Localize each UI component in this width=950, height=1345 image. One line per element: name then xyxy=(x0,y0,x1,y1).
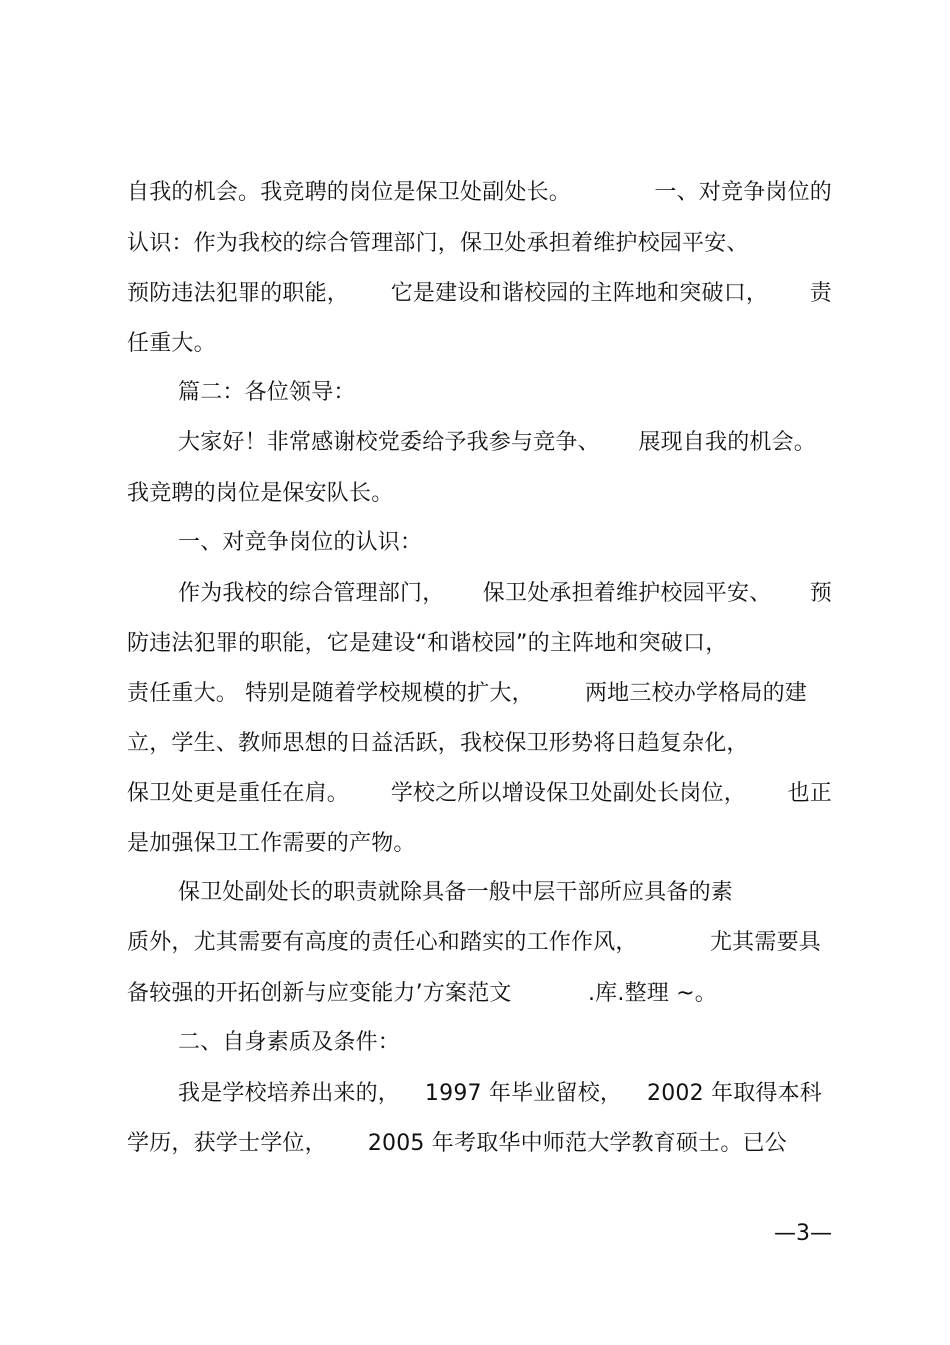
text-line-9 xyxy=(178,577,832,611)
text-segment: 防违法犯罪的职能，它是建设“和谐校园”的主阵地和突破口， xyxy=(127,631,728,656)
text-line-4 xyxy=(127,327,832,361)
text-segment: 预 xyxy=(809,581,832,606)
text-line-12 xyxy=(127,727,832,761)
text-line-13 xyxy=(127,777,832,811)
text-segment: 2002 年取得本科 xyxy=(647,1081,822,1106)
text-segment: 大家好！非常感谢校党委给予我参与竞争、 xyxy=(178,430,600,455)
text-segment: 认识：作为我校的综合管理部门，保卫处承担着维护校园平安、 xyxy=(127,231,749,256)
text-line-10 xyxy=(127,627,832,661)
text-segment: 备较强的开拓创新与应变能力’方案范文 xyxy=(127,981,512,1006)
text-segment: 也正 xyxy=(787,781,832,806)
section-heading xyxy=(178,376,832,410)
text-segment: 1997 年毕业留校， xyxy=(424,1081,623,1106)
text-segment: 它是建设和谐校园的主阵地和突破口， xyxy=(390,281,769,306)
text-line-1 xyxy=(127,176,832,210)
text-segment: 我是学校培养出来的， xyxy=(178,1081,401,1106)
text-segment: 保卫处承担着维护校园平安、 xyxy=(482,581,772,606)
text-line-11 xyxy=(127,677,807,711)
text-segment: 一、对竞争岗位的认识： xyxy=(178,530,423,555)
text-segment: 任重大。 xyxy=(127,331,216,356)
text-segment: 预防违法犯罪的职能， xyxy=(127,281,350,306)
subsection-heading-2 xyxy=(178,1026,832,1060)
text-line-16 xyxy=(127,926,821,960)
text-segment: 二、自身素质及条件： xyxy=(178,1030,401,1055)
text-line-3 xyxy=(127,277,832,311)
text-line-6 xyxy=(178,426,816,460)
text-line-2 xyxy=(127,227,832,261)
text-segment: 我竞聘的岗位是保安队长。 xyxy=(127,481,394,506)
text-segment: 是加强保卫工作需要的产物。 xyxy=(127,831,416,856)
text-segment: 保卫处副处长的职责就除具备一般中层干部所应具备的素 xyxy=(178,880,734,905)
text-line-15 xyxy=(178,876,832,910)
text-line-14 xyxy=(127,827,832,861)
text-line-19 xyxy=(178,1077,822,1111)
text-segment: 作为我校的综合管理部门， xyxy=(178,581,445,606)
text-segment: 自我的机会。我竞聘的岗位是保卫处副处长。 xyxy=(127,180,572,205)
subsection-heading xyxy=(178,526,832,560)
text-segment: .库.整理 ~。 xyxy=(587,981,717,1006)
text-segment: 学历，获学士学位， xyxy=(127,1131,327,1156)
text-segment: 质外，尤其需要有高度的责任心和踏实的工作作风， xyxy=(127,930,638,955)
page-number: —3— xyxy=(774,1221,832,1246)
text-segment: 责任重大。 特别是随着学校规模的扩大， xyxy=(127,681,534,706)
text-segment: 两地三校办学格局的建 xyxy=(584,681,807,706)
text-segment: 2005 年考取华中师范大学教育硕士。已公 xyxy=(367,1131,787,1156)
text-segment: 一、对竞争岗位的 xyxy=(654,180,832,205)
text-segment: 责 xyxy=(809,281,832,306)
text-segment: 学校之所以增设保卫处副处长岗位， xyxy=(390,781,746,806)
text-segment: 保卫处更是重任在肩。 xyxy=(127,781,350,806)
text-line-17 xyxy=(127,977,717,1011)
text-line-7 xyxy=(127,477,832,511)
text-line-20 xyxy=(127,1127,787,1161)
text-segment: 篇二：各位领导： xyxy=(178,380,356,405)
text-segment: 展现自我的机会。 xyxy=(638,430,816,455)
text-segment: 尤其需要具 xyxy=(709,930,821,955)
text-segment: 立，学生、教师思想的日益活跃，我校保卫形势将日趋复杂化， xyxy=(127,731,749,756)
